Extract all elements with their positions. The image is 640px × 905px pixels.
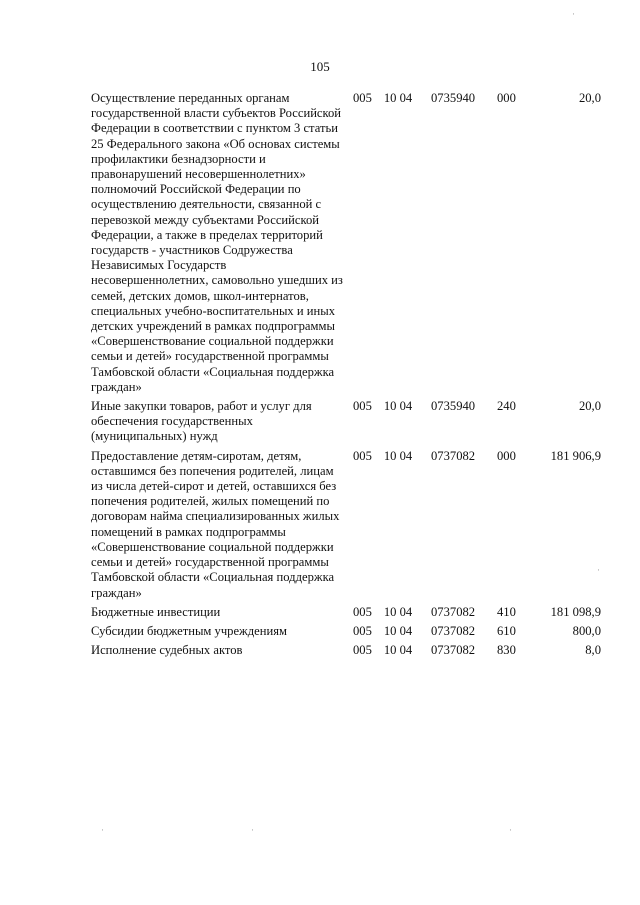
scan-mark: · xyxy=(251,825,254,835)
expense-name: Иные закупки товаров, работ и услуг для обеспечения государственных (муниципальных) нужд xyxy=(91,399,312,444)
table-row xyxy=(91,605,601,624)
ministry-code: 005 xyxy=(353,91,372,105)
section-code: 10 04 xyxy=(383,643,413,658)
expense-name: Исполнение судебных актов xyxy=(91,643,243,658)
target-code: 0737082 xyxy=(431,643,476,658)
target-code: 0737082 xyxy=(431,448,476,463)
ministry-code: 005 xyxy=(353,399,372,414)
amount: 8,0 xyxy=(585,643,601,658)
scan-mark: · xyxy=(509,825,512,835)
expense-type-code: 410 xyxy=(497,604,516,619)
target-code: 0735940 xyxy=(431,91,476,105)
ministry-code: 005 xyxy=(353,643,372,658)
table-row xyxy=(91,624,601,643)
expense-name: Субсидии бюджетным учреждениям xyxy=(91,623,287,638)
table-row xyxy=(91,449,601,605)
scan-mark: · xyxy=(597,565,600,575)
target-code: 0737082 xyxy=(431,604,476,619)
ministry-code: 005 xyxy=(353,448,372,463)
ministry-code: 005 xyxy=(353,604,372,619)
amount: 181 906,9 xyxy=(550,448,601,463)
section-code: 10 04 xyxy=(383,604,413,619)
amount: 800,0 xyxy=(572,623,601,638)
section-code: 10 04 xyxy=(383,91,413,105)
expense-type-code: 610 xyxy=(497,623,516,638)
expense-name: Бюджетные инвестиции xyxy=(91,604,221,619)
scan-mark: · xyxy=(572,9,575,19)
amount: 20,0 xyxy=(578,399,601,414)
section-code: 10 04 xyxy=(383,623,413,638)
budget-table xyxy=(91,91,601,662)
expense-name: Предоставление детям-сиротам, детям, оставшимся без попечения родителей, лицам из числа детей-сирот и детей, оставшихся без попечения родителей, жилых помещений по договорам найма специализированных жилых помещений в рамках подпрограммы «Совершенствование социальной поддержки семьи и детей» государственной программы Тамбовской области «Социальная поддержка граждан» xyxy=(91,448,340,600)
target-code: 0737082 xyxy=(431,623,476,638)
expense-name: Осуществление переданных органам государственной власти субъектов Российской Федерации в соответствии с пунктом 3 статьи 25 Федерального закона «Об основах системы профилактики безнадзорности и правонарушений несовершеннолетних» полномочий Российской Федерации по осуществлению деятельности, связанной с перевозкой между субъектами Российской Федерации, а также в пределах территорий государств - участников Содружества Независимых Государств несовершеннолетних, самовольно ушедших из семей, детских домов, школ-интернатов, специальных учебно-воспитательных и иных детских учреждений в рамках подпрограммы «Совершенствование социальной поддержки семьи и детей» государственной программы Тамбовской области «Социальная поддержка граждан» xyxy=(91,91,343,394)
table-row xyxy=(91,399,601,449)
amount: 181 098,9 xyxy=(550,604,601,619)
expense-type-code: 000 xyxy=(497,448,516,463)
ministry-code: 005 xyxy=(353,623,372,638)
section-code: 10 04 xyxy=(383,399,413,414)
expense-type-code: 830 xyxy=(497,643,516,658)
scan-mark: · xyxy=(101,825,104,835)
table-row xyxy=(91,643,601,662)
expense-type-code: 240 xyxy=(497,399,516,414)
amount: 20,0 xyxy=(578,91,601,105)
page-number: 105 xyxy=(310,59,330,74)
table-row xyxy=(91,91,601,399)
section-code: 10 04 xyxy=(383,448,413,463)
target-code: 0735940 xyxy=(431,399,476,414)
expense-type-code: 000 xyxy=(497,91,516,105)
